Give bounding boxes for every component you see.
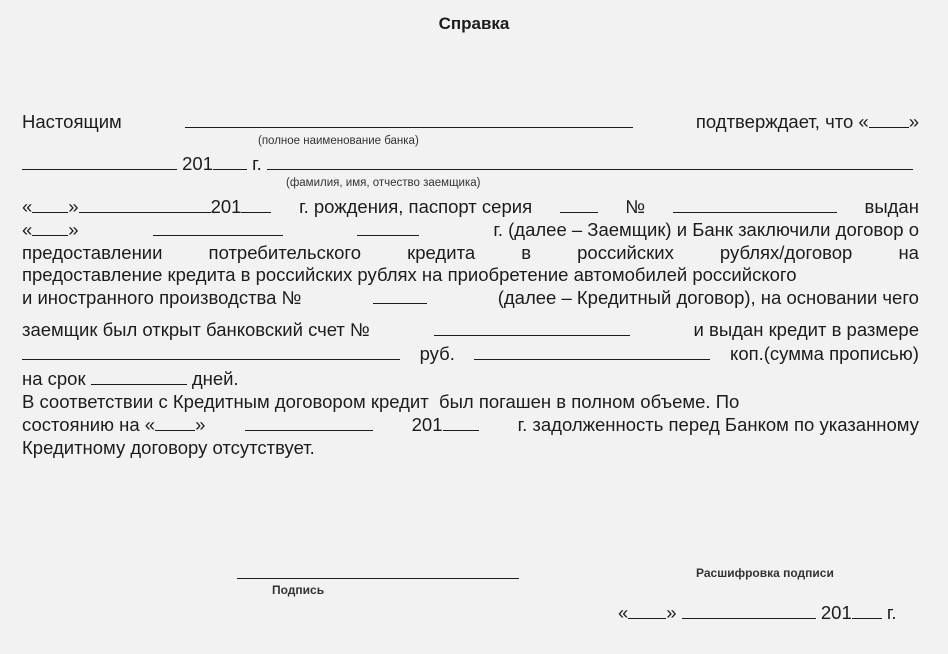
blank-month-1[interactable] xyxy=(22,153,177,170)
blank-day-1[interactable] xyxy=(869,111,909,128)
date-line xyxy=(618,602,897,624)
blank-date-year[interactable] xyxy=(852,602,882,619)
text-line-2 xyxy=(22,153,919,175)
quote-close-4: » xyxy=(68,219,79,240)
hint-borrower-name: (фамилия, имя, отчество заемщика) xyxy=(286,177,481,189)
text-credit-amount: и выдан кредит в размере xyxy=(693,319,919,340)
text-debt-absent: г. задолженность перед Банком по указанному xyxy=(517,414,919,435)
text-line-10 xyxy=(22,368,919,390)
blank-rubles[interactable] xyxy=(22,343,400,360)
word-4: в xyxy=(521,242,532,263)
text-state-201: 201 xyxy=(411,414,443,435)
word-6: рублях/договор xyxy=(719,242,853,263)
text-line-13: Кредитному договору отсутствует. xyxy=(22,437,315,458)
text-number-sign-3: № xyxy=(625,196,646,217)
blank-issue-month[interactable] xyxy=(153,219,283,236)
date-year-201: 201 xyxy=(820,602,852,623)
text-passport-series: г. рождения, паспорт серия xyxy=(299,196,533,217)
blank-birth-month[interactable] xyxy=(79,196,211,213)
date-quote-close: » xyxy=(666,602,677,623)
text-credit-contract: (далее – Кредитный договор), на основании чего xyxy=(497,287,919,308)
word-7: на xyxy=(898,242,919,263)
blank-state-year[interactable] xyxy=(443,414,479,431)
text-line-6: предоставление кредита в российских рублях на приобретение автомобилей российского xyxy=(22,264,797,285)
text-term: на срок xyxy=(22,368,86,389)
blank-issue-year[interactable] xyxy=(357,219,419,236)
blank-birth-year[interactable] xyxy=(241,196,271,213)
quote-open-3: « xyxy=(22,196,33,217)
text-line-3 xyxy=(22,196,919,218)
text-line-4 xyxy=(22,219,919,241)
quote-close-1: » xyxy=(908,111,919,132)
issue-date xyxy=(22,219,79,241)
blank-days[interactable] xyxy=(91,368,187,385)
text-account-opened: заемщик был открыт банковский счет № xyxy=(22,319,370,340)
blank-passport-number[interactable] xyxy=(673,196,837,213)
text-foreign-production: и иностранного производства № xyxy=(22,287,302,308)
blank-date-day[interactable] xyxy=(628,602,666,619)
blank-contract-number[interactable] xyxy=(373,287,427,304)
state-year xyxy=(412,414,479,436)
blank-state-day[interactable] xyxy=(155,414,195,431)
word-5: российских xyxy=(577,242,674,263)
blank-kopecks[interactable] xyxy=(474,343,710,360)
text-line-9 xyxy=(22,343,919,365)
text-issued: выдан xyxy=(864,196,919,217)
text-line-11: В соответствии с Кредитным договором кредит был погашен в полном объеме. По xyxy=(22,391,740,412)
text-borrower-bank: г. (далее – Заемщик) и Банк заключили договор о xyxy=(493,219,919,240)
text-birth-201: 201 xyxy=(210,196,242,217)
signature-label: Подпись xyxy=(272,583,325,597)
text-line-5 xyxy=(22,242,919,264)
date-g: г. xyxy=(886,602,897,623)
text-confirms xyxy=(696,111,919,133)
birth-date xyxy=(22,196,271,218)
blank-bank-name[interactable] xyxy=(185,111,633,128)
text-days: дней. xyxy=(191,368,239,389)
text-year-201: 201 xyxy=(182,153,214,174)
blank-borrower-name[interactable] xyxy=(267,153,913,170)
blank-passport-series[interactable] xyxy=(560,196,598,213)
quote-close-12: » xyxy=(195,414,206,435)
date-quote-open: « xyxy=(618,602,629,623)
word-2: потребительского xyxy=(208,242,362,263)
state-date xyxy=(22,414,205,436)
signature-line[interactable] xyxy=(237,578,519,579)
quote-open-4: « xyxy=(22,219,33,240)
blank-date-month[interactable] xyxy=(682,602,816,619)
quote-close-3: » xyxy=(68,196,79,217)
text-rub: руб. xyxy=(419,343,455,364)
text-line-8 xyxy=(22,319,919,341)
word-1: предоставлении xyxy=(22,242,163,263)
text-line-7 xyxy=(22,287,919,309)
blank-year-1[interactable] xyxy=(213,153,247,170)
blank-issue-day[interactable] xyxy=(32,219,68,236)
blank-account-number[interactable] xyxy=(434,319,630,336)
blank-state-month[interactable] xyxy=(245,414,373,431)
hint-bank-name: (полное наименование банка) xyxy=(258,135,419,147)
signature-decoding-label: Расшифровка подписи xyxy=(696,566,834,580)
text-kop-words: коп.(сумма прописью) xyxy=(730,343,919,364)
text-g: г. xyxy=(252,153,262,174)
document-title: Справка xyxy=(438,14,510,33)
word-3: кредита xyxy=(407,242,476,263)
text-line-12 xyxy=(22,414,919,436)
text-confirms-label: подтверждает, что « xyxy=(695,111,869,132)
text-state-on: состоянию на « xyxy=(22,414,156,435)
text-nastoyashchim: Настоящим xyxy=(22,111,122,132)
blank-birth-day[interactable] xyxy=(32,196,68,213)
text-line-1 xyxy=(22,111,919,133)
